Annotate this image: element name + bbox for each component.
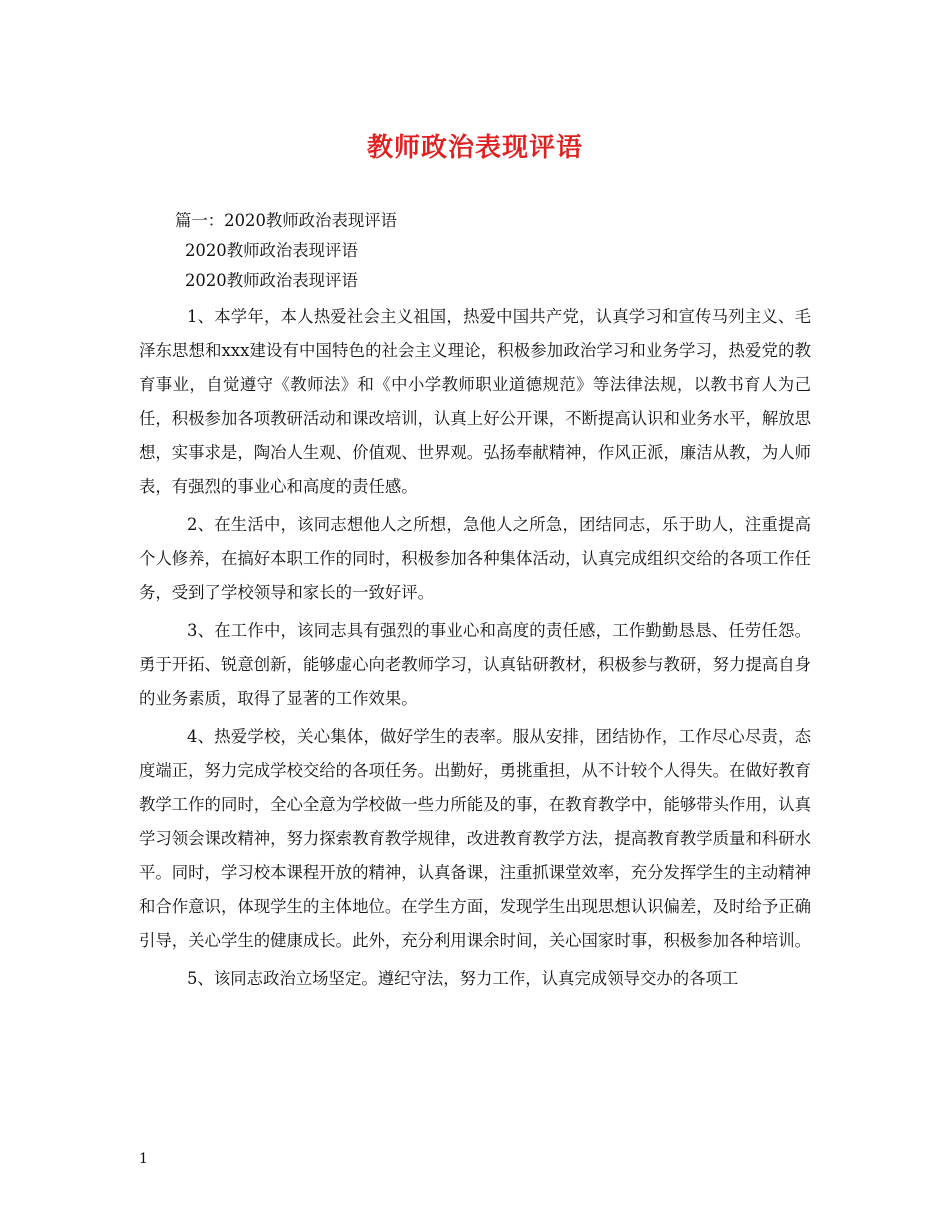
- paragraph-1: 1、本学年，本人热爱社会主义祖国，热爱中国共产党，认真学习和宣传马列主义、毛泽东思想和xxx建设有中国特色的社会主义理论，积极参加政治学习和业务学习，热爱党的教育事业，自觉遵守《教师法》和《中小学教师职业道德规范》等法律法规，以教书育人为己任，积极参加各项教研活动和课改培训，认真上好公开课，不断提高认识和业务水平，解放思想，实事求是，陶冶人生观、价值观、世界观。弘扬奉献精神，作风正派，廉洁从教，为人师表，有强烈的事业心和高度的责任感。: [139, 307, 812, 496]
- document-title: 教师政治表现评语: [366, 133, 583, 163]
- paragraph-4: 4、热爱学校，关心集体，做好学生的表率。服从安排，团结协作，工作尽心尽责，态度端正，努力完成学校交给的各项任务。出勤好，勇挑重担，从不计较个人得失。在做好教育教学工作的同时，全心全意为学校做一些力所能及的事，在教育教学中，能够带头作用，认真学习领会课改精神，努力探索教育教学规律，改进教育教学方法，提高教育教学质量和科研水平。同时，学习校本课程开放的精神，认真备课，注重抓课堂效率，充分发挥学生的主动精神和合作意识，体现学生的主体地位。在学生方面，发现学生出现思想认识偏差，及时给予正确引导，关心学生的健康成长。此外，充分利用课余时间，关心国家时事，积极参加各种培训。: [139, 727, 812, 950]
- paragraph-3: 3、在工作中，该同志具有强烈的事业心和高度的责任感，工作勤勤恳恳、任劳任怨。勇于开拓、锐意创新，能够虚心向老教师学习，认真钻研教材，积极参与教研，努力提高自身的业务素质，取得了显著的工作效果。: [139, 621, 812, 708]
- paragraph-5: 5、该同志政治立场坚定。遵纪守法，努力工作，认真完成领导交办的各项工: [187, 969, 739, 988]
- paragraph-2: 2、在生活中，该同志想他人之所想，急他人之所急，团结同志，乐于助人，注重提高个人修养，在搞好本职工作的同时，积极参加各种集体活动，认真完成组织交给的各项工作任务，受到了学校领导和家长的一致好评。: [139, 515, 812, 602]
- document-body: [139, 206, 811, 996]
- page-number: 1: [139, 1151, 148, 1167]
- section-heading-line: 篇一：2020教师政治表现评语: [175, 211, 398, 230]
- subtitle-line: 2020教师政治表现评语: [185, 271, 358, 290]
- subtitle-line: 2020教师政治表现评语: [185, 241, 358, 260]
